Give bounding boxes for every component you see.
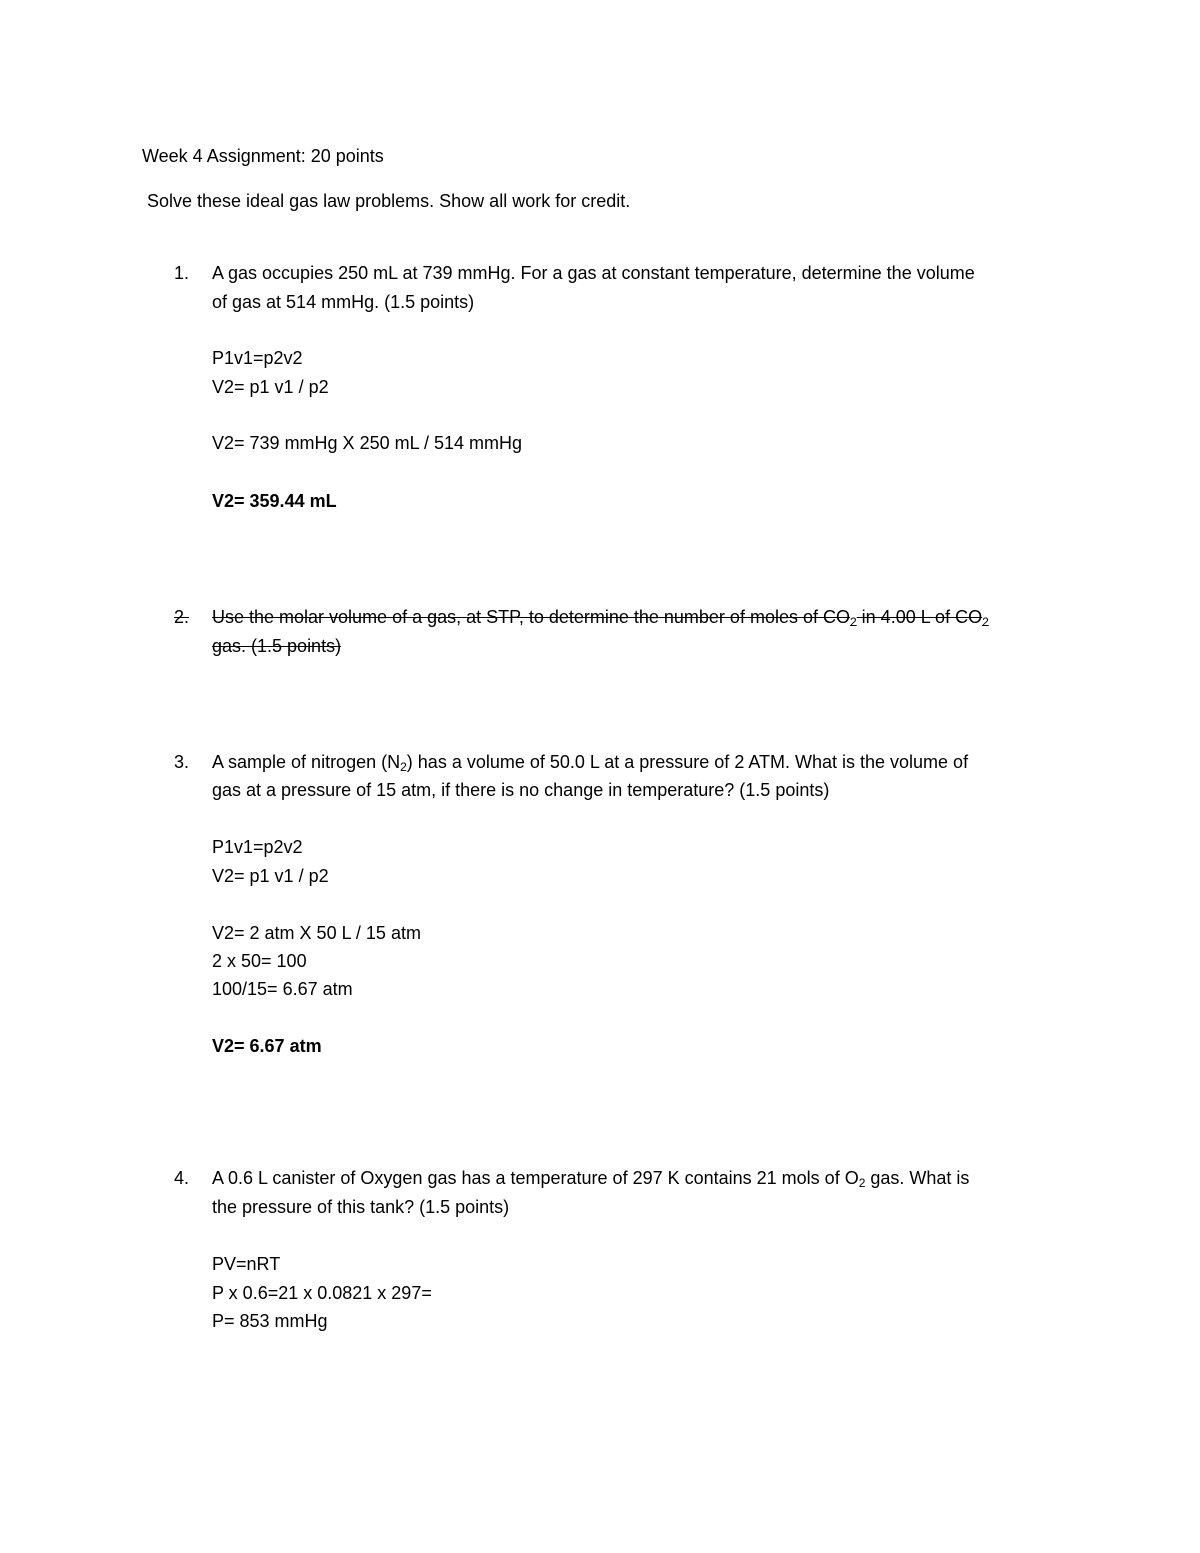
problem-3-work-line: 100/15= 6.67 atm [212, 979, 353, 999]
problem-3-answer: V2= 6.67 atm [212, 1036, 322, 1056]
page-title: Week 4 Assignment: 20 points [142, 146, 384, 166]
problem-3-number: 3. [174, 752, 190, 772]
problem-4-question-line-2: the pressure of this tank? (1.5 points) [212, 1197, 510, 1217]
problem-4-number: 4. [174, 1168, 190, 1188]
problem-2-question-line-1: Use the molar volume of a gas, at STP, to determine the number of moles of $CO_2$ in 4.00 L of $CO_2$ [212, 607, 989, 629]
problem-3-work-line: V2= p1 v1 / p2 [212, 866, 329, 886]
problem-1-work-line: V2= 739 mmHg X 250 mL / 514 mmHg [212, 433, 522, 453]
problem-1-question-line-2: of gas at 514 mmHg. (1.5 points) [212, 292, 475, 312]
problem-3-question-line-2: gas at a pressure of 15 atm, if there is no change in temperature? (1.5 points) [212, 780, 830, 800]
problem-1-answer: V2= 359.44 mL [212, 491, 337, 511]
problem-1-number: 1. [174, 263, 190, 283]
problem-4-work-line: PV=nRT [212, 1254, 281, 1274]
problem-4-question-line-1: A 0.6 L canister of Oxygen gas has a temperature of 297 K contains 21 mols of $O_2$ gas. What is [212, 1168, 970, 1190]
problem-4-work-line: P x 0.6=21 x 0.0821 x 297= [212, 1283, 432, 1303]
problem-3-work-line: V2= 2 atm X 50 L / 15 atm [212, 923, 421, 943]
problem-1-work-line: V2= p1 v1 / p2 [212, 377, 329, 397]
problem-2-number: 2. [174, 607, 190, 627]
problem-2-question-line-2: gas. (1.5 points) [212, 636, 342, 656]
problem-3-work-line: P1v1=p2v2 [212, 837, 303, 857]
problem-1-question-line-1: A gas occupies 250 mL at 739 mmHg. For a gas at constant temperature, determine the volume [212, 263, 975, 283]
problem-1-work-line: P1v1=p2v2 [212, 348, 303, 368]
instructions: Solve these ideal gas law problems. Show all work for credit. [147, 191, 631, 211]
problem-4-work-line: P= 853 mmHg [212, 1311, 328, 1331]
problem-3-work-line: 2 x 50= 100 [212, 951, 307, 971]
problem-3-question-line-1: A sample of nitrogen $(N_2)$ has a volume of 50.0 L at a pressure of 2 ATM. What is the volume of [212, 752, 969, 774]
